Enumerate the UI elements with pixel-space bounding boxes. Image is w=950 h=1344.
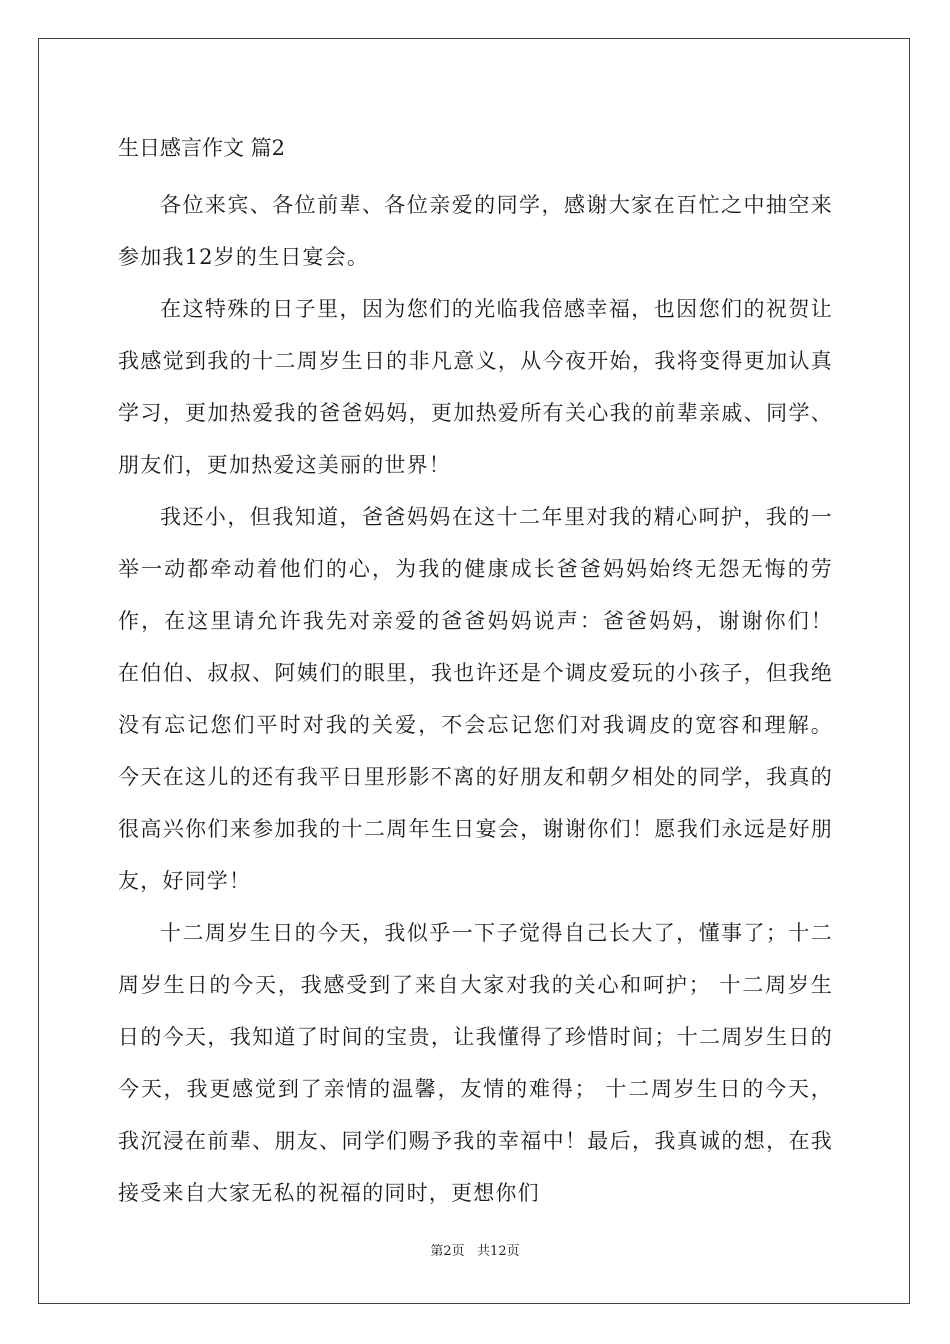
document-title: 生日感言作文 篇2 bbox=[118, 136, 286, 160]
paragraph-4: 十二周岁生日的今天，我似乎一下子觉得自己长大了，懂事了；十二周岁生日的今天，我感受到了来自大家对我的关心和呵护； 十二周岁生日的今天，我知道了时间的宝贵，让我懂得了珍惜时间；十二周岁生日的今天，我更感觉到了亲情的温馨，友情的难得； 十二周岁生日的今天，我沉浸在前辈、朋友、同学们赐予我的幸福中！最后，我真诚的想，在我接受来自大家无私的祝福的同时，更想你们 bbox=[118, 921, 833, 1206]
paragraph-2: 在这特殊的日子里，因为您们的光临我倍感幸福，也因您们的祝贺让我感觉到我的十二周岁生日的非凡意义，从今夜开始，我将变得更加认真学习，更加热爱我的爸爸妈妈，更加热爱所有关心我的前辈亲戚、同学、朋友们，更加热爱这美丽的世界！ bbox=[118, 297, 833, 478]
paragraph-3: 我还小，但我知道，爸爸妈妈在这十二年里对我的精心呵护，我的一举一动都牵动着他们的心，为我的健康成长爸爸妈妈始终无怨无悔的劳作，在这里请允许我先对亲爱的爸爸妈妈说声：爸爸妈妈，谢谢你们！ 在伯伯、叔叔、阿姨们的眼里，我也许还是个调皮爱玩的小孩子，但我绝没有忘记您们平时对我的关爱，不会忘记您们对我调皮的宽容和理解。 今天在这儿的还有我平日里形影不离的好朋友和朝夕相处的同学，我真的很高兴你们来参加我的十二周年生日宴会，谢谢你们！愿我们永远是好朋友，好同学！ bbox=[118, 505, 833, 894]
page-number-footer: 第2页 共12页 bbox=[430, 1244, 520, 1259]
document-body bbox=[118, 118, 833, 1219]
paragraph-1: 各位来宾、各位前辈、各位亲爱的同学，感谢大家在百忙之中抽空来参加我12岁的生日宴会。 bbox=[118, 193, 833, 270]
